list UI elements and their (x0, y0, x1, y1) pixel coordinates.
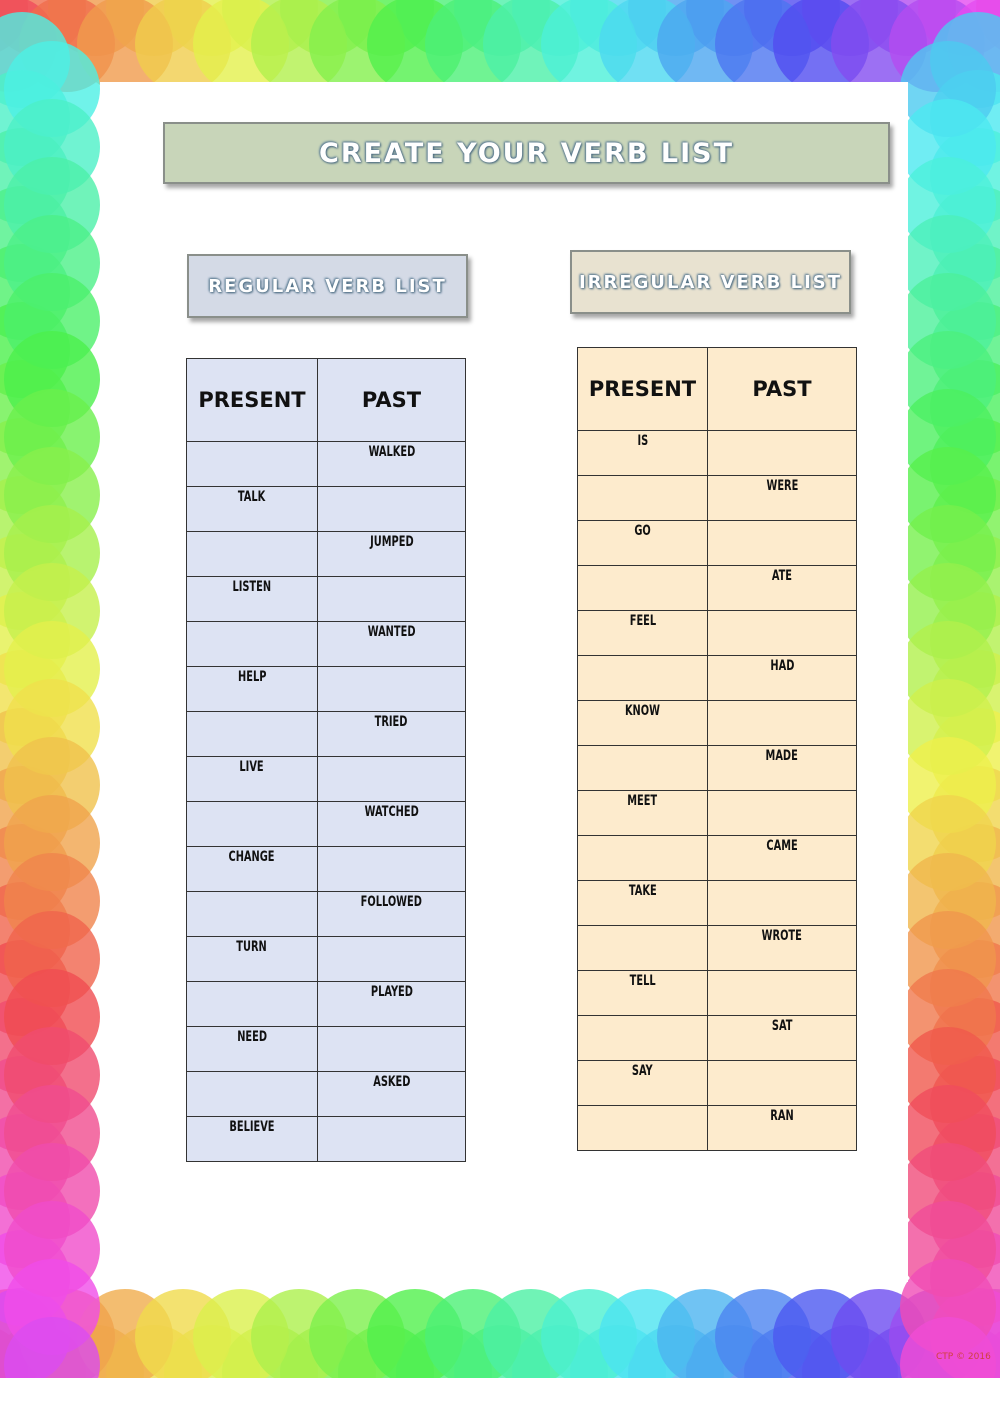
table-row (187, 1027, 466, 1072)
table-row (187, 1117, 466, 1162)
past-verb: HAD (770, 658, 794, 674)
page-title-banner (163, 122, 890, 184)
past-cell[interactable] (708, 701, 857, 746)
past-cell[interactable] (318, 937, 466, 982)
table-row (578, 521, 857, 566)
present-cell (578, 611, 708, 656)
table-row (187, 622, 466, 667)
column-header-past: PAST (708, 348, 857, 431)
past-cell (708, 566, 857, 611)
regular-list-heading: REGULAR VERB LIST (208, 275, 447, 297)
table-row (578, 611, 857, 656)
present-cell (187, 1117, 318, 1162)
regular-verb-table (186, 358, 466, 1162)
table-row (187, 982, 466, 1027)
table-row (187, 442, 466, 487)
present-cell[interactable] (578, 476, 708, 521)
past-cell[interactable] (318, 757, 466, 802)
present-cell (578, 1061, 708, 1106)
irregular-list-heading: IRREGULAR VERB LIST (578, 271, 843, 293)
past-cell (318, 622, 466, 667)
present-cell (187, 847, 318, 892)
past-cell[interactable] (708, 791, 857, 836)
page-title: CREATE YOUR VERB LIST (319, 137, 734, 169)
present-cell (187, 487, 318, 532)
present-cell[interactable] (578, 1016, 708, 1061)
present-cell[interactable] (187, 1072, 318, 1117)
present-verb: GO (634, 523, 651, 539)
past-cell[interactable] (708, 971, 857, 1016)
past-verb: SAT (771, 1018, 793, 1034)
present-verb: TALK (238, 489, 266, 505)
present-verb: LISTEN (232, 579, 272, 595)
present-cell (187, 757, 318, 802)
regular-list-heading-box (187, 254, 468, 318)
past-cell[interactable] (708, 521, 857, 566)
table-row (187, 847, 466, 892)
present-cell[interactable] (187, 622, 318, 667)
past-cell (708, 746, 857, 791)
past-verb: ASKED (372, 1074, 411, 1090)
page-bottom-margin (0, 1378, 1000, 1413)
table-row (187, 532, 466, 577)
past-cell (318, 442, 466, 487)
present-cell[interactable] (578, 566, 708, 611)
present-cell (578, 521, 708, 566)
column-header-present: PRESENT (578, 348, 708, 431)
table-row (578, 476, 857, 521)
past-verb: CAME (766, 838, 798, 854)
present-cell (578, 881, 708, 926)
table-row (578, 566, 857, 611)
past-cell[interactable] (318, 1027, 466, 1072)
past-cell (318, 982, 466, 1027)
past-cell (708, 476, 857, 521)
present-cell[interactable] (578, 746, 708, 791)
table-row (578, 791, 857, 836)
present-cell (578, 791, 708, 836)
table-row (187, 577, 466, 622)
present-verb: HELP (237, 669, 267, 685)
table-row (187, 712, 466, 757)
past-cell (708, 1016, 857, 1061)
present-cell (187, 667, 318, 712)
present-cell[interactable] (187, 892, 318, 937)
present-verb: TURN (236, 939, 268, 955)
present-verb: FEEL (629, 613, 656, 629)
present-verb: LIVE (239, 759, 265, 775)
present-cell[interactable] (578, 926, 708, 971)
table-row (187, 1072, 466, 1117)
table-row (578, 926, 857, 971)
table-row (578, 1106, 857, 1151)
past-cell (708, 926, 857, 971)
table-row (578, 1061, 857, 1106)
past-verb: WROTE (761, 928, 803, 944)
table-row (578, 701, 857, 746)
table-row (578, 746, 857, 791)
present-cell[interactable] (578, 836, 708, 881)
present-cell (187, 1027, 318, 1072)
present-verb: KNOW (624, 703, 661, 719)
past-cell (318, 1072, 466, 1117)
present-cell[interactable] (187, 442, 318, 487)
past-cell[interactable] (708, 611, 857, 656)
present-cell[interactable] (578, 656, 708, 701)
past-verb: WALKED (368, 444, 415, 460)
past-verb: MADE (765, 748, 799, 764)
past-cell (318, 802, 466, 847)
past-cell (318, 892, 466, 937)
past-cell (708, 1106, 857, 1151)
past-cell (708, 836, 857, 881)
present-verb: CHANGE (228, 849, 276, 865)
present-verb: NEED (237, 1029, 267, 1045)
column-header-past: PAST (318, 359, 466, 442)
table-row (578, 1016, 857, 1061)
irregular-list-heading-box (570, 250, 851, 314)
table-header-row (578, 348, 857, 431)
past-cell[interactable] (318, 667, 466, 712)
present-verb: IS (637, 433, 648, 449)
present-cell (578, 971, 708, 1016)
past-cell[interactable] (708, 1061, 857, 1106)
column-header-present: PRESENT (187, 359, 318, 442)
present-verb: SAY (632, 1063, 653, 1079)
present-cell[interactable] (187, 712, 318, 757)
present-verb: TAKE (628, 883, 657, 899)
present-cell[interactable] (187, 982, 318, 1027)
past-cell[interactable] (708, 431, 857, 476)
present-cell[interactable] (187, 532, 318, 577)
present-cell (187, 577, 318, 622)
past-cell[interactable] (318, 577, 466, 622)
table-row (578, 971, 857, 1016)
present-verb: TELL (629, 973, 656, 989)
irregular-verb-table (577, 347, 857, 1151)
past-verb: JUMPED (369, 534, 414, 550)
past-verb: FOLLOWED (360, 894, 423, 910)
copyright-credit: CTP © 2016 (936, 1352, 991, 1362)
table-row (578, 881, 857, 926)
past-cell[interactable] (318, 847, 466, 892)
past-cell (708, 656, 857, 701)
past-cell[interactable] (708, 881, 857, 926)
table-row (578, 656, 857, 701)
table-row (578, 431, 857, 476)
past-verb: PLAYED (370, 984, 413, 1000)
past-cell (318, 532, 466, 577)
past-verb: WATCHED (364, 804, 419, 820)
past-verb: TRIED (375, 714, 408, 730)
table-row (187, 802, 466, 847)
past-verb: WERE (766, 478, 798, 494)
present-cell (187, 937, 318, 982)
past-verb: RAN (770, 1108, 794, 1124)
present-cell[interactable] (578, 1106, 708, 1151)
table-row (187, 757, 466, 802)
table-row (187, 892, 466, 937)
present-verb: MEET (627, 793, 658, 809)
table-row (187, 487, 466, 532)
past-cell[interactable] (318, 1117, 466, 1162)
table-header-row (187, 359, 466, 442)
table-row (187, 937, 466, 982)
table-row (187, 667, 466, 712)
present-cell (578, 431, 708, 476)
present-cell[interactable] (187, 802, 318, 847)
past-cell[interactable] (318, 487, 466, 532)
table-row (578, 836, 857, 881)
past-cell (318, 712, 466, 757)
present-cell (578, 701, 708, 746)
present-verb: BELIEVE (229, 1119, 275, 1135)
past-verb: ATE (771, 568, 793, 584)
past-verb: WANTED (367, 624, 416, 640)
